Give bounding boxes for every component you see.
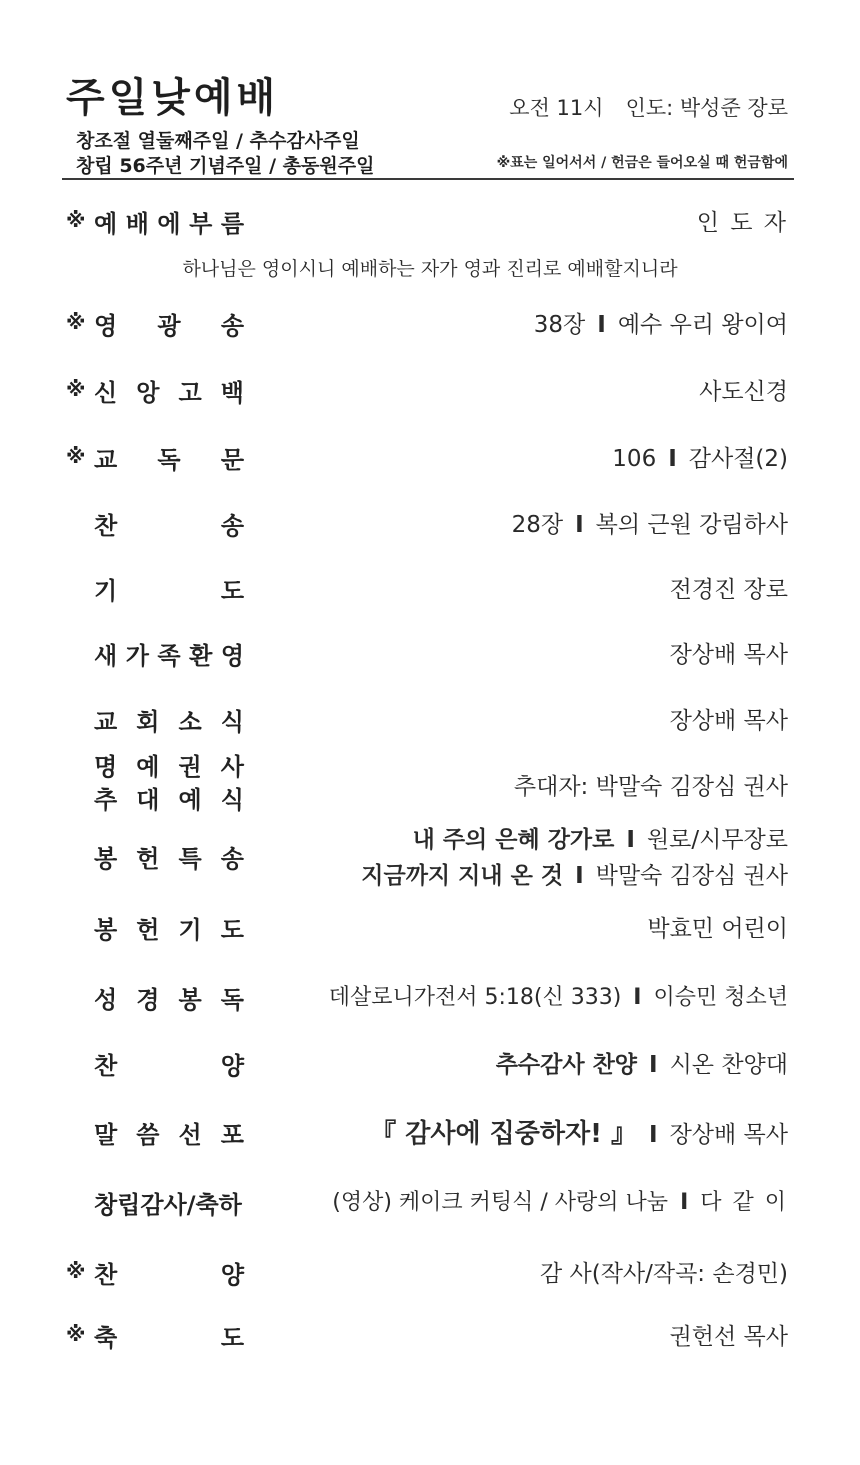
choir: 시온 찬양대 [669,1052,788,1078]
label-char: 포 [220,1121,244,1149]
label-char: 헌 [136,845,160,873]
label-char: 영 [220,642,244,670]
order-item-label [94,506,244,541]
order-item-label [94,571,244,606]
special-song-1 [413,821,788,854]
label-char: 추 [94,786,118,814]
service-time: 오전 11시 [509,96,604,120]
label-char: 기 [178,916,202,944]
label-char: 부 [189,210,213,238]
separator: I [575,512,584,538]
order-item-label [94,306,244,341]
label-char: 족 [157,642,181,670]
hymn-number: 28장 [511,512,564,538]
label-char: 경 [136,986,160,1014]
label-char: 성 [94,986,118,1014]
separator: I [649,1122,658,1148]
order-item-value: 추대자: 박말숙 김장심 권사 [513,774,788,800]
special-song-2 [361,857,788,890]
label-char: 식 [220,786,244,814]
label-char: 새 [94,642,118,670]
label-char: 환 [189,642,213,670]
participants: 다 같 이 [700,1190,788,1215]
stand-mark: ※ [66,208,86,232]
order-item-label [94,1115,244,1150]
standing-note: ※표는 일어서서 / 헌금은 들어오실 때 헌금함에 [496,155,788,171]
order-item-value [512,506,788,539]
order-item-value [332,1185,788,1216]
order-item-value: 전경진 장로 [669,577,788,603]
separator: I [668,446,677,472]
label-line-2 [94,784,244,817]
label-char: 대 [136,786,160,814]
label-char: 봉 [178,986,202,1014]
order-item-value: 장상배 목사 [669,708,788,734]
separator: I [575,863,584,889]
performer: 원로/시무장로 [646,827,788,853]
stand-mark: ※ [66,444,86,468]
label-char: 예 [136,753,160,781]
label-char: 배 [125,210,149,238]
stand-mark: ※ [66,377,86,401]
label-char: 에 [157,210,181,238]
order-item-label [94,373,244,408]
label-char: 신 [94,379,118,407]
label-char: 송 [220,512,244,540]
label-char: 헌 [136,916,160,944]
sermon-title: 『 감사에 집중하자! 』 [370,1119,638,1149]
label-char: 식 [220,708,244,736]
order-item-value [329,980,788,1011]
order-item-value: 장상배 목사 [669,642,788,668]
label-char: 독 [157,446,181,474]
label-char: 봉 [94,845,118,873]
stand-mark: ※ [66,310,86,334]
label-char: 봉 [94,916,118,944]
label-char: 교 [94,708,118,736]
label-char: 예 [178,786,202,814]
header-divider [62,178,794,180]
label-char: 양 [220,1052,244,1080]
scripture-ref: 데살로니가전서 5:18(신 333) [328,985,622,1010]
label-char: 축 [94,1324,118,1352]
separator: I [597,312,606,338]
separator: I [649,1052,658,1078]
label-char: 소 [178,708,202,736]
label-char: 찬 [94,1052,118,1080]
label-char: 찬 [94,512,118,540]
label-char: 양 [220,1261,244,1289]
label-char: 름 [220,210,244,238]
label-char: 앙 [136,379,160,407]
order-item-label [94,440,244,475]
hymn-title: 예수 우리 왕이여 [617,312,788,338]
label-line-1 [94,751,244,784]
subtitle-line-1: 창조절 열둘째주일 / 추수감사주일 [76,130,360,152]
anthem-title: 추수감사 찬양 [495,1052,638,1078]
order-item-value: 박효민 어린이 [647,916,788,942]
order-item-label [94,980,244,1015]
label-char: 찬 [94,1261,118,1289]
order-item-value [612,440,788,473]
hymn-number: 38장 [533,312,586,338]
hymn-title: 복의 근원 강림하사 [595,512,788,538]
label-char: 영 [94,312,118,340]
separator: I [680,1190,689,1215]
order-item-label [94,1255,244,1290]
label-char: 독 [220,986,244,1014]
stand-mark: ※ [66,1322,86,1346]
stand-mark: ※ [66,1259,86,1283]
order-item-label [94,1318,244,1353]
separator: I [626,827,635,853]
call-to-worship-verse: 하나님은 영이시니 예배하는 자가 영과 진리로 예배할지니라 [182,258,678,280]
order-item-label: 창립감사/축하 [94,1191,242,1219]
reader: 이승민 청소년 [653,985,788,1010]
label-char: 특 [178,845,202,873]
order-item-value [534,306,788,339]
order-item-value: 권헌선 목사 [669,1324,788,1350]
order-item-value: 사도신경 [699,379,788,405]
celebration-detail: (영상) 케이크 커팅식 / 사랑의 나눔 [332,1190,669,1215]
label-char: 송 [220,845,244,873]
label-char: 명 [94,753,118,781]
label-char: 도 [220,1324,244,1352]
label-char: 씀 [136,1121,160,1149]
label-char: 기 [94,577,118,605]
song-title: 내 주의 은혜 강가로 [412,827,615,853]
order-item-label [94,702,244,737]
label-char: 사 [220,753,244,781]
reading-title: 감사절(2) [688,446,788,472]
order-item-value [496,1046,788,1079]
order-item-value: 인 도 자 [696,210,788,236]
label-char: 도 [220,577,244,605]
label-char: 광 [157,312,181,340]
page-title: 주일낮예배 [66,75,280,121]
label-char: 문 [220,446,244,474]
label-char: 예 [94,210,118,238]
order-item-label [94,839,244,874]
time-leader-line [509,92,788,122]
label-char: 말 [94,1121,118,1149]
label-char: 백 [220,379,244,407]
order-item-value: 감 사(작사/작곡: 손경민) [539,1261,788,1287]
label-char: 권 [178,753,202,781]
label-char: 송 [220,312,244,340]
order-item-label [94,751,244,817]
label-char: 가 [125,642,149,670]
order-item-label [94,636,244,671]
order-item-value [370,1113,788,1150]
order-item-label [94,204,244,239]
order-item-label [94,910,244,945]
preacher: 장상배 목사 [669,1122,788,1148]
label-char: 회 [136,708,160,736]
song-title: 지금까지 지내 온 것 [361,863,564,889]
label-char: 고 [178,379,202,407]
label-char: 도 [220,916,244,944]
service-leader: 인도: 박성준 장로 [625,96,788,120]
subtitle-line-2: 창립 56주년 기념주일 / 총동원주일 [76,155,375,177]
label-char: 선 [178,1121,202,1149]
performer: 박말숙 김장심 권사 [595,863,788,889]
order-item-label [94,1046,244,1081]
reading-number: 106 [612,446,657,472]
separator: I [633,985,642,1010]
label-char: 교 [94,446,118,474]
